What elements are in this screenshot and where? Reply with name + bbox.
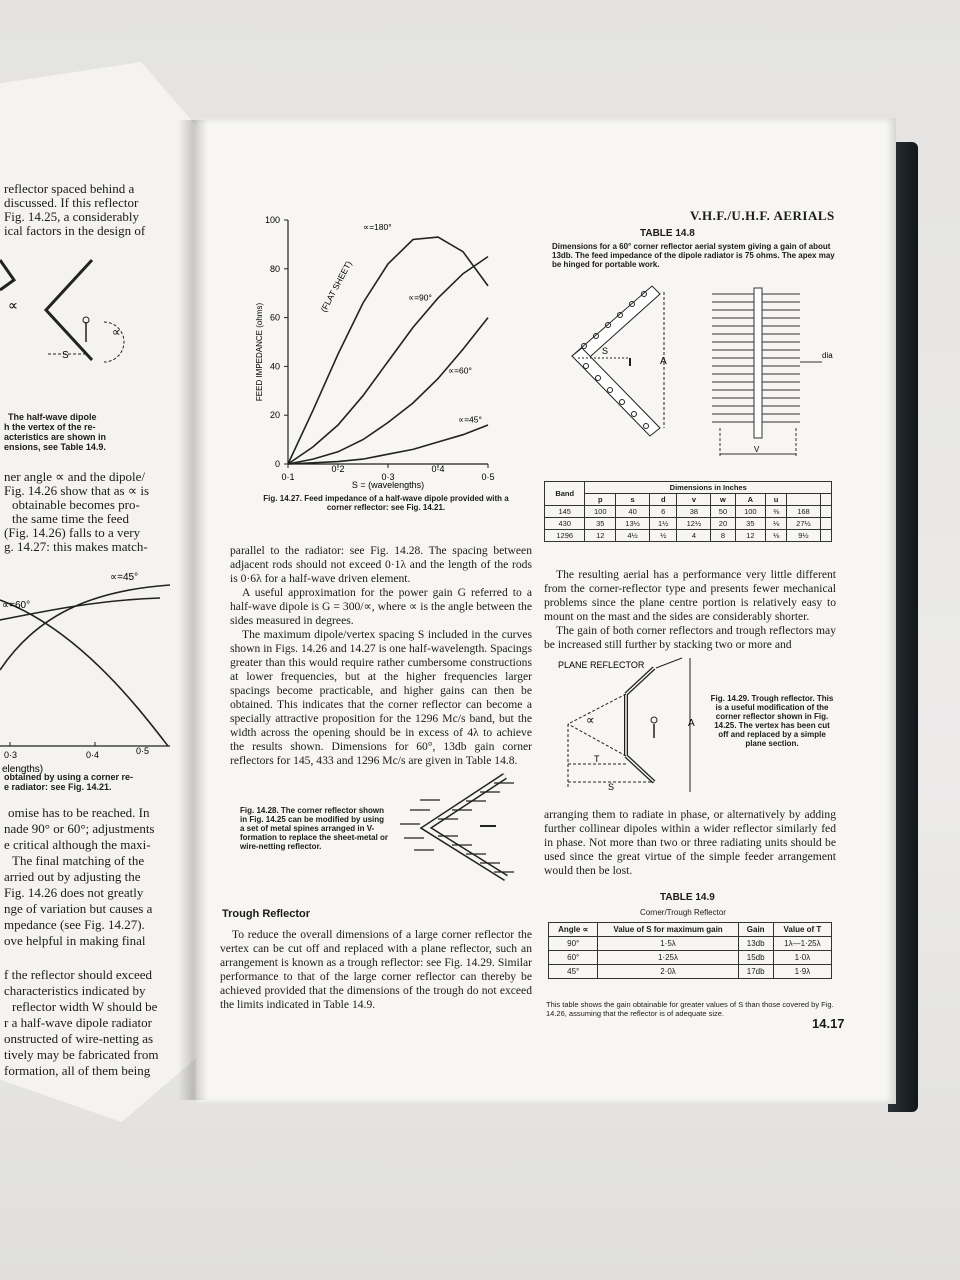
plane-reflector-label: PLANE REFLECTOR — [558, 660, 645, 670]
table-header — [786, 494, 820, 506]
table-14-9-title: TABLE 14.9 — [660, 892, 715, 903]
text-line: Fig. 14.25, a considerably — [4, 210, 140, 224]
table-cell: 90° — [549, 937, 598, 951]
table-cell: 100 — [585, 506, 616, 518]
table-14-8 — [544, 481, 832, 542]
text-line: The final matching of the — [12, 854, 145, 868]
text-line: nade 90° or 60°; adjustments — [4, 822, 155, 836]
body-text-col2-top — [544, 568, 836, 652]
text-line: tively may be fabricated from — [4, 1048, 159, 1062]
table-cell: 1·0λ — [773, 951, 831, 965]
series-line — [288, 257, 488, 464]
table-header: A — [735, 494, 766, 506]
table-header: Gain — [738, 923, 773, 937]
table-header: v — [677, 494, 711, 506]
table-header: w — [711, 494, 735, 506]
paragraph: parallel to the radiator: see Fig. 14.28. The spacing between adjacent rods should not exceed 0·1λ and the length of the rods is 0·6λ for a half-wave driven element. — [230, 544, 532, 585]
table-cell: 15db — [738, 951, 773, 965]
y-tick-label: 80 — [269, 263, 280, 274]
table-cell: 40 — [616, 506, 650, 518]
fig-14-28-diagram — [390, 770, 540, 900]
y-tick-label: 40 — [269, 361, 280, 372]
table-cell: 2·0λ — [598, 965, 738, 979]
text-line: r a half-wave dipole radiator — [4, 1016, 152, 1030]
caption-line: acteristics are shown in — [4, 432, 107, 442]
tick-label: 0·3 — [4, 750, 18, 760]
table-cell: 38 — [677, 506, 711, 518]
table-cell: 1λ—1·25λ — [773, 937, 831, 951]
text-line: f the reflector should exceed — [4, 968, 152, 982]
series-label: ∝=45° — [458, 414, 482, 425]
table-14-9-subtitle: Corner/Trough Reflector — [640, 908, 726, 917]
table-cell: 35 — [735, 518, 766, 530]
y-tick-label: 20 — [269, 410, 280, 421]
table-cell: 12½ — [677, 518, 711, 530]
text-line: arried out by adjusting the — [4, 870, 141, 884]
page-number: 14.17 — [812, 1016, 845, 1031]
table-cell: 12 — [585, 530, 616, 542]
table-cell: 100 — [735, 506, 766, 518]
text-line: onstructed of wire-netting as — [4, 1032, 154, 1046]
x-tick-label: 0·4 — [431, 464, 445, 474]
table-header: Band — [545, 482, 585, 506]
table-14-8-title: TABLE 14.8 — [640, 228, 695, 239]
paragraph: The maximum dipole/vertex spacing S included in the curves shown in Figs. 14.26 and 14.27 is one half-wavelength. Spacings greater than this would require rather cumbersome constructions at lower frequencies, but at the higher frequencies larger spacings become practicable, and higher gains can then be obtained. This indicates that the corner reflector can become a specially attractive proposition for the 1296 Mc/s band, but the width across the opening should be in excess of 4λ to achieve the results shown. Dimensions for 60°, 13db gain corner reflectors for 145, 433 and 1296 Mc/s are given in Table 14.8. — [230, 628, 532, 767]
table-cell: 1·9λ — [773, 965, 831, 979]
table-cell: 6 — [650, 506, 677, 518]
table-cell: 27½ — [786, 518, 820, 530]
series-label: ∝=180° — [363, 221, 392, 232]
text-line: formation, all of them being — [4, 1064, 151, 1078]
y-tick-label: 0 — [274, 459, 280, 469]
table-cell: 9½ — [786, 530, 820, 542]
fig-14-28-caption: Fig. 14.28. The corner reflector shown in Fig. 14.25 can be modified by using a set of metal spines arranged in V-formation to replace the sheet-metal or wire-netting reflector. — [240, 806, 389, 851]
text-line: ner angle ∝ and the dipole/ — [4, 470, 146, 484]
a-label: A — [688, 718, 695, 729]
y-axis-label: FEED IMPEDANCE (ohms) — [255, 302, 264, 402]
table-cell: 168 — [786, 506, 820, 518]
paragraph: arranging them to radiate in phase, or alternatively by adding further collinear dipoles within a wider reflector similarly fed in phase. Not more than two or three radiating units should be used since the great virtue of the simple feeder arrangement would then be lost. — [544, 808, 836, 877]
left-page-corner-diagram — [0, 250, 150, 370]
alpha-symbol: ∝ — [112, 325, 121, 339]
paragraph: The resulting aerial has a performance very little different from the corner-reflector type and presents fewer mechanical problems since the plane centre portion is relatively easy to mount on the mast and the sides are considerably shorter. — [544, 568, 836, 623]
table-cell: ⅜ — [766, 506, 787, 518]
text-line: characteristics indicated by — [4, 984, 146, 998]
table-row — [549, 937, 832, 951]
table-cell: 145 — [545, 506, 585, 518]
fig-14-29-caption: Fig. 14.29. Trough reflector. This is a useful modification of the corner reflector shown in Fig. 14.25. The vertex has been cut off and replaced by a simple plane section. — [710, 694, 834, 748]
table-row — [545, 530, 832, 542]
table-row — [549, 951, 832, 965]
table-header: Value of T — [773, 923, 831, 937]
s-label: S — [608, 782, 615, 792]
page-header: V.H.F./U.H.F. AERIALS — [690, 208, 835, 223]
table-cell: 8 — [711, 530, 735, 542]
caption-line: e radiator: see Fig. 14.21. — [4, 782, 112, 792]
table-14-9 — [548, 922, 832, 979]
text-line: Fig. 14.26 show that as ∝ is — [4, 484, 150, 498]
dia-label: dia — [822, 351, 833, 360]
table-row — [545, 518, 832, 530]
table-cell: ½ — [650, 530, 677, 542]
table-header: Value of S for maximum gain — [598, 923, 738, 937]
book-gutter — [178, 120, 208, 1100]
table-14-9-footnote: This table shows the gain obtainable for greater values of S than those covered by Fig. 14.26, assuming that the reflector is of adequate size. — [546, 1000, 834, 1018]
caption-line: The half-wave dipole — [8, 412, 97, 422]
caption-line: h the vertex of the re- — [4, 422, 96, 432]
paragraph: To reduce the overall dimensions of a large corner reflector the vertex can be cut off and replaced with a plane reflector, such an arrangement is known as a trough reflector: see Fig. 14.29. Similar performance to that of the large corner reflector can thereby be achieved provided that the dimensions of the trough do not exceed the limits indicated in Table 14.9. — [220, 928, 532, 1011]
paragraph: A useful approximation for the power gain G referred to a half-wave dipole is G = 300/∝, where ∝ is the angle between the sides measured in degrees. — [230, 586, 532, 627]
table-header: p — [585, 494, 616, 506]
alpha-symbol: ∝ — [586, 713, 595, 727]
table-cell: 45° — [549, 965, 598, 979]
s-label: S — [602, 346, 609, 356]
table-cell: 12 — [735, 530, 766, 542]
table-cell: 60° — [549, 951, 598, 965]
table-cell: 4 — [677, 530, 711, 542]
text-line: reflector spaced behind a — [4, 182, 135, 196]
left-page-graph — [0, 570, 170, 780]
table-cell: 430 — [545, 518, 585, 530]
alpha-45-label: ∝=45° — [110, 572, 139, 583]
table-header: d — [650, 494, 677, 506]
feed-impedance-chart — [236, 210, 526, 500]
table-header-row — [549, 923, 832, 937]
x-tick-label: 0·1 — [281, 472, 295, 482]
tick-label: 0·4 — [86, 750, 100, 760]
table-cell: 1½ — [650, 518, 677, 530]
text-line: nge of variation but causes a — [4, 902, 153, 916]
x-tick-label: 0·3 — [381, 472, 395, 482]
table-cell: ⅛ — [766, 518, 787, 530]
text-line: ical factors in the design of — [4, 224, 146, 238]
alpha-60-label: ∝=60° — [2, 600, 31, 611]
y-tick-label: 100 — [264, 215, 280, 225]
text-line: the same time the feed — [12, 512, 129, 526]
series-label: (FLAT SHEET) — [318, 259, 354, 314]
v-reflector-rods — [572, 286, 667, 436]
table-cell: 1·25λ — [598, 951, 738, 965]
trough-reflector-heading: Trough Reflector — [222, 908, 311, 920]
table-row — [545, 506, 832, 518]
text-line: obtainable becomes pro- — [12, 498, 140, 512]
text-line: (Fig. 14.26) falls to a very — [4, 526, 141, 540]
text-line: e critical although the maxi- — [4, 838, 151, 852]
text-line: mpedance (see Fig. 14.27). — [4, 918, 145, 932]
front-view-spines — [712, 288, 822, 458]
y-tick-label: 60 — [269, 312, 280, 323]
table-cell: 17db — [738, 965, 773, 979]
table-cell: 35 — [585, 518, 616, 530]
table-cell: 1296 — [545, 530, 585, 542]
paragraph: The gain of both corner reflectors and trough reflectors may be increased still further by stacking two or more and — [544, 624, 836, 651]
series-label: ∝=90° — [408, 292, 432, 303]
table-cell: 13db — [738, 937, 773, 951]
text-line: discussed. If this reflector — [4, 196, 139, 210]
text-line: omise has to be reached. In — [8, 806, 150, 820]
table-header-row — [545, 494, 832, 506]
v-label: V — [754, 445, 760, 454]
table-cell: 13½ — [616, 518, 650, 530]
a-label: A — [660, 356, 667, 367]
table-cell: 4½ — [616, 530, 650, 542]
x-tick-label: 0·5 — [481, 472, 495, 482]
text-line: ove helpful in making final — [4, 934, 146, 948]
series-line — [288, 237, 488, 464]
table-row — [549, 965, 832, 979]
trough-text — [220, 928, 532, 1012]
body-text-col1 — [230, 544, 532, 768]
text-line: g. 14.27: this makes match- — [4, 540, 148, 554]
fig-14-29-diagram — [554, 652, 704, 798]
fig-14-27-caption: Fig. 14.27. Feed impedance of a half-wave dipole provided with a corner reflector: see Fig. 14.21. — [263, 494, 509, 512]
text-line: reflector width W should be — [12, 1000, 158, 1014]
x-tick-label: 0·2 — [331, 464, 345, 474]
caption-line: ensions, see Table 14.9. — [4, 442, 106, 452]
s-label: S — [62, 350, 69, 361]
table-cell: 20 — [711, 518, 735, 530]
table-14-8-description: Dimensions for a 60° corner reflector aerial system giving a gain of about 13db. The feed impedance of the dipole radiator is 75 ohms. The apex may be hinged for portable work. — [552, 242, 835, 269]
corner-reflector-diagram — [560, 278, 840, 478]
table-header: u — [766, 494, 787, 506]
table-cell: 1·5λ — [598, 937, 738, 951]
axis-label: elengths) — [2, 764, 44, 775]
alpha-symbol: ∝ — [8, 299, 19, 314]
caption-line: obtained by using a corner re- — [4, 772, 134, 782]
body-text-col2-bottom — [544, 808, 836, 878]
table-cell: 50 — [711, 506, 735, 518]
table-header: Dimensions in Inches — [585, 482, 832, 494]
text-line: Fig. 14.26 does not greatly — [4, 886, 144, 900]
table-cell: ⅛ — [766, 530, 787, 542]
table-header: s — [616, 494, 650, 506]
t-label: T — [594, 754, 600, 764]
tick-label: 0·5 — [136, 746, 150, 756]
series-label: ∝=60° — [448, 365, 472, 376]
table-header: Angle ∝ — [549, 923, 598, 937]
x-axis-label: S = (wavelengths) — [351, 480, 425, 490]
